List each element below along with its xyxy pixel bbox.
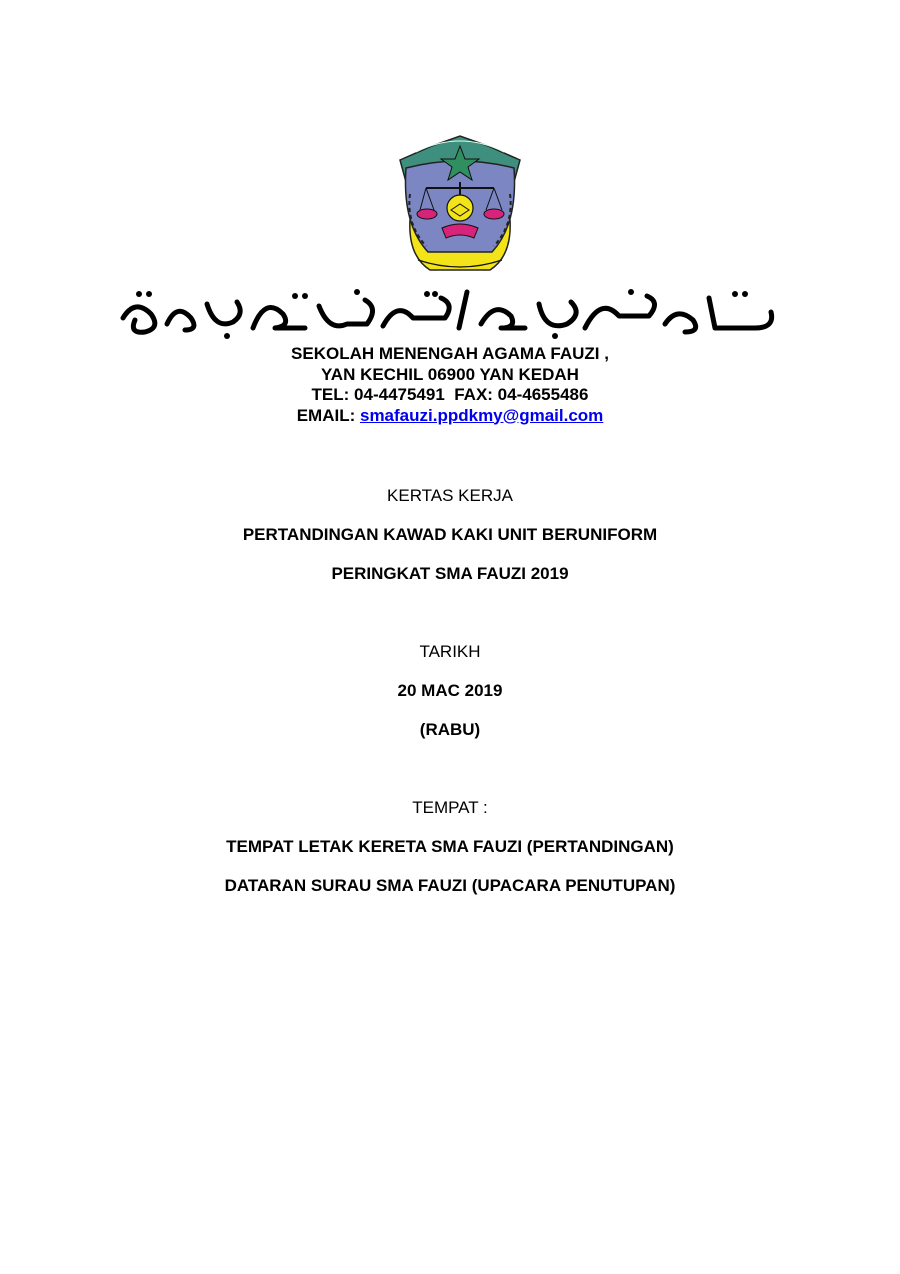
school-address-block [0, 344, 900, 426]
document-title-line2: PERINGKAT SMA FAUZI 2019 [331, 564, 569, 583]
date-label: TARIKH [419, 642, 481, 661]
venue-label: TEMPAT : [412, 798, 488, 817]
school-email-line [0, 406, 900, 427]
school-address: YAN KECHIL 06900 YAN KEDAH [321, 364, 579, 384]
school-tel-fax: TEL: 04-4475491 FAX: 04-4655486 [311, 385, 589, 404]
event-date: 20 MAC 2019 [397, 681, 503, 700]
venue-closing: DATARAN SURAU SMA FAUZI (UPACARA PENUTUPAN) [224, 876, 676, 895]
document-title-line1: PERTANDINGAN KAWAD KAKI UNIT BERUNIFORM [242, 525, 658, 544]
jawi-calligraphy-icon [115, 284, 785, 342]
document-type: KERTAS KERJA [387, 486, 513, 505]
venue-competition: TEMPAT LETAK KERETA SMA FAUZI (PERTANDINGAN) [226, 837, 674, 856]
email-label: EMAIL: [296, 405, 356, 425]
school-crest-icon [388, 124, 532, 278]
email-link[interactable]: smafauzi.ppdkmy@gmail.com [359, 405, 604, 425]
event-day: (RABU) [419, 720, 481, 739]
school-name: SEKOLAH MENENGAH AGAMA FAUZI , [291, 344, 609, 363]
